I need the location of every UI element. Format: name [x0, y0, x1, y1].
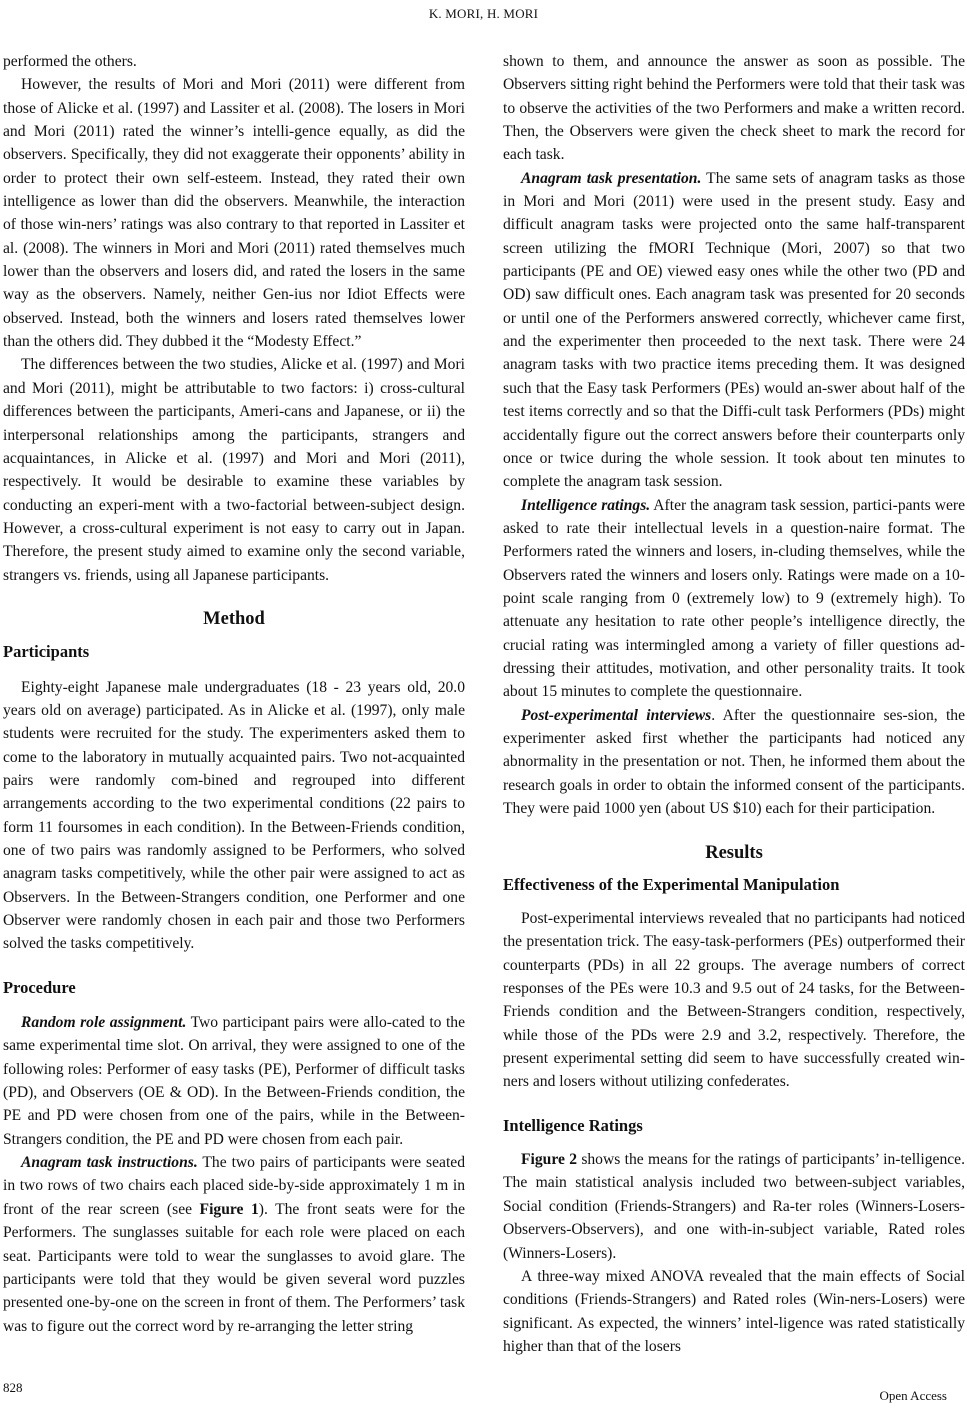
paragraph-text: shows the means for the ratings of participants’ in-telligence. The main statistical analysis included two between-subject variables, Social condition (Friends-Strangers) and Ra-ter roles (Winners-Losers-Observers-Observers), and one with-in-subject variable, Rated roles (Winners-Losers).	[503, 1151, 965, 1262]
subsection-heading-procedure: Procedure	[3, 977, 76, 997]
left-column	[3, 50, 465, 1338]
right-column	[503, 50, 965, 1358]
subsection-heading-intelligence: Intelligence Ratings	[503, 1115, 643, 1135]
paragraph-text: The same sets of anagram tasks as those in Mori and Mori (2011) were used in the present study. Easy and difficult anagram tasks were projected onto the same half-transparent screen utilizing the fMORI Technique (Mori, 2007) so that two participants (PE and OE) viewed easy ones while the other two (PD and OD) saw difficult ones. Each anagram task was presented for 20 seconds or until one of the Performers answered correctly, whichever came first, and the experimenter then proceeded to the next task. There were 24 anagram tasks with two practice items preceding them. It was designed such that the Easy task Performers (PEs) would an-swer about half of the test items correctly and so that the Diffi-cult task Performers (PDs) might accidentally figure out the correct answers before their counterparts only once or twice during the whole session. It took about ten minutes to complete the anagram task session.	[503, 169, 965, 491]
paragraph-text: The two pairs of participants were seated in two rows of two chairs each placed side-by-side approximately 1 m in front of the rear screen (see	[3, 1154, 465, 1218]
run-in-heading: Anagram task instructions.	[21, 1154, 198, 1172]
paragraph-text: ). The front seats were for the Performers. The sunglasses suitable for each role were placed on each seat. Participants were told to wear the sunglasses to avoid glare. The participants were told that they would be given several word puzzles presented one-by-one on the screen in front of them. The Performers’ task was to figure out the correct word by re-arranging the letter string	[3, 1200, 465, 1335]
paragraph-text: Two participant pairs were allo-cated to the same experimental time slot. On arrival, they were assigned to one of the following roles: Performer of easy tasks (PE), Performer of difficult tasks (PD), and Observers (OE & OD). In the Between-Friends condition, the PE and PD were chosen from one of the pairs, while in the Between-Strangers condition, the PE and PD were chosen from each pair.	[3, 1014, 465, 1148]
paragraph: A three-way mixed ANOVA revealed that the main effects of Social conditions (Friends-Strangers) and Rated roles (Win-ners-Losers) were significant. As expected, the winners’ intel-ligence was rated statistically higher than that of the losers	[503, 1267, 965, 1355]
figure-reference: Figure 2	[521, 1151, 577, 1169]
paragraph	[503, 704, 965, 821]
paragraph: Post-experimental interviews revealed that no participants had noticed the presentation trick. The easy-task-performers (PEs) outperformed their counterparts (PDs) in all 22 groups. The average numbers of correct responses of the PEs were 10.3 and 9.5 out of 24 tasks, for the Between-Friends condition and the Between-Strangers condition, respectively, while those of the PDs were 2.9 and 3.2, respectively. Therefore, the present experimental setting did seem to have successfully created win-ners and losers without utilizing confederates.	[503, 910, 965, 1091]
paragraph-text: . After the questionnaire ses-sion, the experimenter asked first whether the participants had noticed any abnormality in the presentation or not. Then, he informed them about the research goals in order to obtain the informed consent of the participants. They were paid 1000 yen (about US $10) each for their participation.	[503, 706, 966, 817]
figure-reference: Figure 1	[199, 1200, 259, 1218]
section-heading-results: Results	[705, 843, 763, 864]
run-in-heading: Post-experimental interviews	[521, 706, 712, 724]
paragraph: However, the results of Mori and Mori (2011) were different from those of Alicke et al. (1997) and Lassiter et al. (2008). The losers in Mori and Mori (2011) rated the winner’s intelli-gence equally, as did the observers. Specifically, they did not exaggerate their opponents’ ability in order to protect their own self-esteem. Instead, they rated their own intelligence as lower than did the observers. Meanwhile, the interaction of those win-ners’ ratings was also contrary to that reported in Lassiter et al. (2008). The winners in Mori and Mori (2011) rated themselves much lower than the observers and losers did, and rated the losers in the same way as the observers. Namely, neither Gen-ius nor Idiot Effects were observed. Instead, both the winners and losers rated themselves lower than the others did. They dubbed it the “Modesty Effect.”	[3, 76, 465, 351]
subsection-heading-effectiveness: Effectiveness of the Experimental Manipulation	[503, 874, 840, 894]
subsection-heading-participants: Participants	[3, 642, 90, 662]
paragraph-text: After the anagram task session, partici-pants were asked to rate their intellectual levels in a question-naire format. The Performers rated the winners and losers, in-cluding themselves, while the Observers rated the winners and losers only. Ratings were made on a 10-point scale ranging from 0 (extremely low) to 9 (extremely high). To attenuate any hesitation to rate other people’s intelligence directly, the crucial rating was intermingled among a variety of filler questions ad-dressing their attitudes, motivation, and other personality traits. It took about 15 minutes to complete the questionnaire.	[503, 496, 966, 701]
paragraph	[3, 1151, 465, 1338]
running-head: K. MORI, H. MORI	[428, 6, 539, 21]
paragraph	[503, 494, 965, 704]
paragraph: shown to them, and announce the answer as soon as possible. The Observers sitting right behind the Performers were told that their task was to observe the activities of the two Performers and make a written record. Then, the Observers were given the check sheet to mark the record for each task.	[503, 53, 965, 164]
paragraph: performed the others.	[3, 53, 137, 70]
section-heading-method: Method	[203, 608, 265, 629]
run-in-heading: Random role assignment.	[21, 1014, 187, 1032]
paragraph: The differences between the two studies, Alicke et al. (1997) and Mori and Mori (2011), might be attributable to two factors: i) cross-cultural differences between the participants, Ameri-cans and Japanese, or ii) the interpersonal relationships among the participants, strangers and acquaintances, in Alicke et al. (1997) and Mori and Mori (2011), respectively. It would be desirable to examine these variables by conducting an experi-ment with a two-factorial between-subject design. However, a cross-cultural experiment is not easy to carry out in Japan. Therefore, the present study aimed to examine only the second variable, strangers vs. friends, using all Japanese participants.	[3, 356, 465, 584]
paragraph	[3, 1011, 465, 1151]
paragraph	[503, 167, 965, 494]
run-in-heading: Intelligence ratings.	[521, 496, 651, 514]
run-in-heading: Anagram task presentation.	[521, 169, 702, 187]
paragraph	[503, 1148, 965, 1265]
page-number: 828	[3, 1380, 23, 1395]
paragraph: Eighty-eight Japanese male undergraduates (18 - 23 years old, 20.0 years old on average) participated. As in Alicke et al. (1997), only male students were recruited for the study. The experimenters asked them to come to the laboratory in mutually acquainted pairs. Two not-acquainted pairs were randomly com-bined and regrouped into different arrangements according to the two experimental conditions (22 pairs to form 11 foursomes in each condition). In the Between-Friends condition, one of two pairs was randomly assigned to be Performers, who solved anagram tasks competitively, while the other pair were assigned to act as Observers. In the Between-Strangers condition, one Performer and one Observer were randomly chosen in each pair and those two Performers solved the tasks competitively.	[3, 678, 465, 953]
publisher-label: Open Access	[879, 1388, 947, 1403]
